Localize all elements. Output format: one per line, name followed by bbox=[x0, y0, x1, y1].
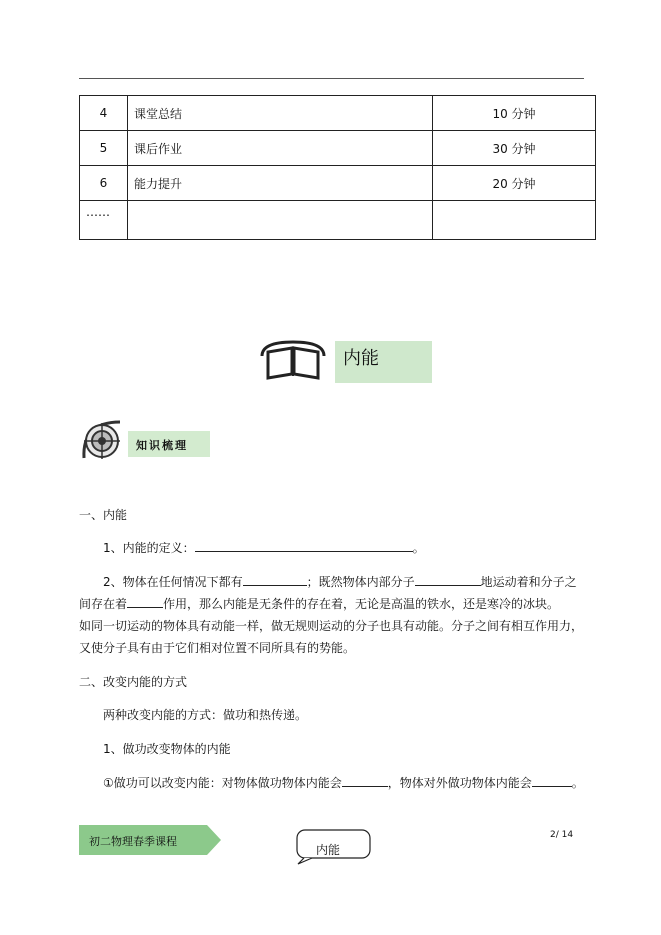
definition-line bbox=[103, 539, 425, 557]
book-icon bbox=[258, 334, 328, 384]
row-number: 4 bbox=[80, 96, 128, 131]
table-row bbox=[80, 96, 596, 131]
row-activity bbox=[128, 201, 433, 240]
schedule-table bbox=[79, 95, 596, 240]
subsection-heading: 1、做功改变物体的内能 bbox=[103, 742, 231, 756]
text-segment: 间存在着 bbox=[79, 597, 128, 611]
fill-blank[interactable] bbox=[127, 595, 163, 608]
fill-blank[interactable] bbox=[243, 573, 307, 586]
paragraph-line bbox=[103, 774, 584, 792]
row-time: 30 分钟 bbox=[433, 131, 596, 166]
row-number: 6 bbox=[80, 166, 128, 201]
table-row bbox=[80, 201, 596, 240]
row-number: …… bbox=[80, 201, 128, 240]
paragraph-line: 如同一切运动的物体具有动能一样，做无规则运动的分子也具有动能。分子之间有相互作用力， bbox=[79, 619, 584, 633]
header-rule bbox=[79, 78, 584, 79]
text-segment: 。 bbox=[571, 776, 584, 790]
page-number: 2/ 14 bbox=[550, 830, 574, 840]
fill-blank[interactable] bbox=[532, 774, 572, 787]
fill-blank[interactable] bbox=[415, 573, 481, 586]
bubble-label: 内能 bbox=[316, 843, 341, 857]
text-segment: ，物体对外做功物体内能会 bbox=[387, 776, 532, 790]
table-row bbox=[80, 166, 596, 201]
section-heading: 二、改变内能的方式 bbox=[79, 675, 188, 689]
fill-blank[interactable] bbox=[195, 539, 413, 552]
course-name: 初二物理春季课程 bbox=[89, 835, 177, 848]
text-segment: 地运动着和分子之 bbox=[480, 575, 577, 589]
row-activity: 课堂总结 bbox=[128, 96, 433, 131]
paragraph-line bbox=[103, 573, 577, 591]
page-title: 内能 bbox=[343, 348, 379, 369]
knowledge-label: 知识梳理 bbox=[136, 439, 188, 452]
row-number: 5 bbox=[80, 131, 128, 166]
row-time: 10 分钟 bbox=[433, 96, 596, 131]
row-time bbox=[433, 201, 596, 240]
text-segment: 2、物体在任何情况下都有 bbox=[103, 575, 243, 589]
definition-suffix: 。 bbox=[412, 541, 425, 555]
table-row bbox=[80, 131, 596, 166]
section-heading: 一、内能 bbox=[79, 508, 128, 522]
paragraph-line: 又使分子具有由于它们相对位置不同所具有的势能。 bbox=[79, 641, 356, 655]
fill-blank[interactable] bbox=[342, 774, 388, 787]
paragraph-line: 两种改变内能的方式：做功和热传递。 bbox=[103, 708, 308, 722]
row-activity: 能力提升 bbox=[128, 166, 433, 201]
paragraph-line bbox=[79, 595, 559, 613]
row-activity: 课后作业 bbox=[128, 131, 433, 166]
row-time: 20 分钟 bbox=[433, 166, 596, 201]
definition-prefix: 1、内能的定义： bbox=[103, 541, 195, 555]
text-segment: ；既然物体内部分子 bbox=[306, 575, 415, 589]
text-segment: ①做功可以改变内能：对物体做功物体内能会 bbox=[103, 776, 342, 790]
text-segment: 作用，那么内能是无条件的存在着，无论是高温的铁水，还是寒冷的冰块。 bbox=[163, 597, 560, 611]
